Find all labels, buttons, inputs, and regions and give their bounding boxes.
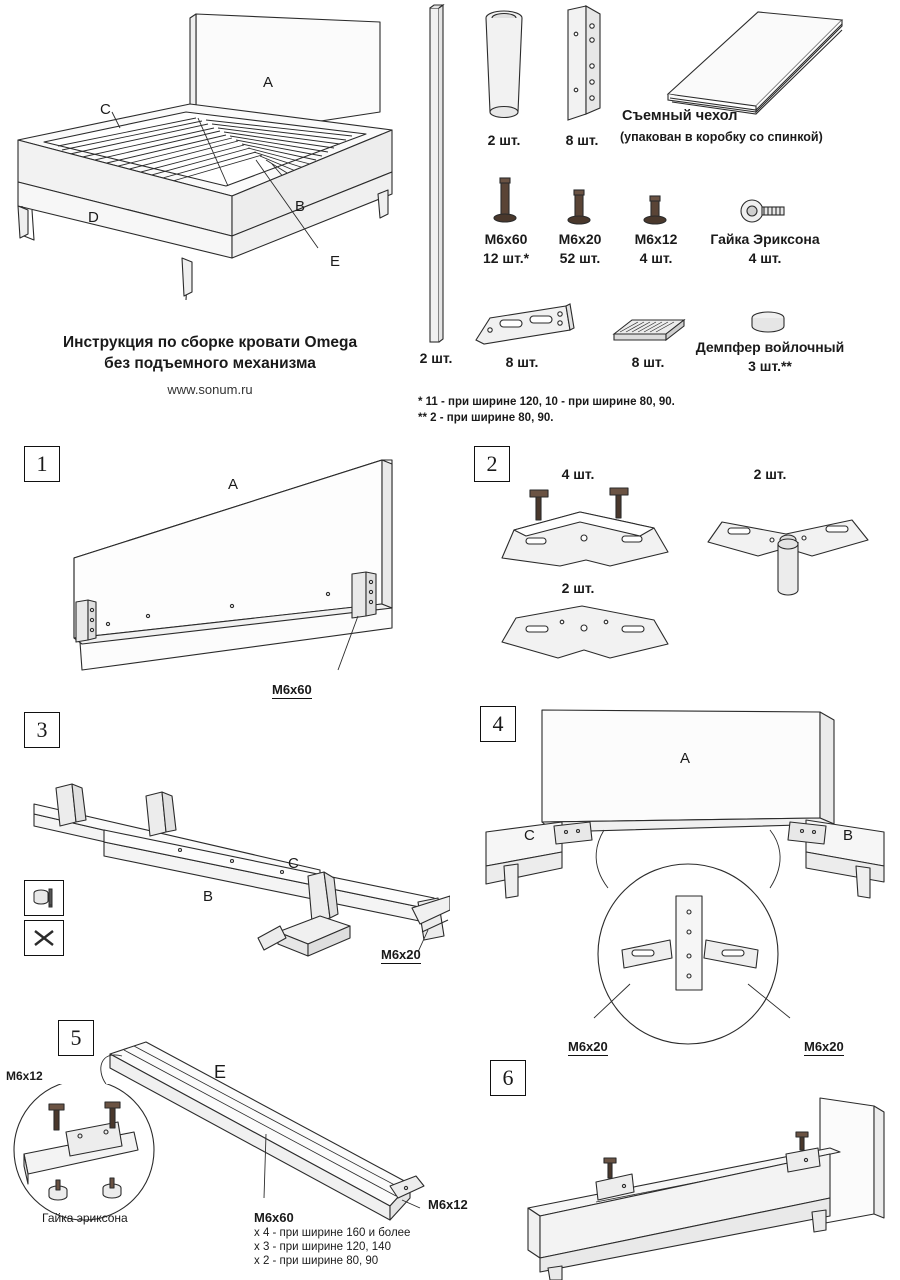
step-2-qty-top-left: 4 шт. (561, 466, 595, 482)
step-5-bolt-list (254, 1210, 410, 1267)
step-2-number: 2 (474, 446, 510, 482)
step-4-label-c: C (524, 827, 535, 844)
overview-label-d: D (88, 209, 99, 226)
step-5-bolt-list-title: М6х60 (254, 1210, 294, 1225)
step-4-number: 4 (480, 706, 516, 742)
step-2-illustration-c (490, 600, 680, 670)
step-1-number: 1 (24, 446, 60, 482)
part-erikson-nut-name: Гайка Эриксона (710, 231, 820, 247)
overview-illustration (0, 0, 420, 320)
step-1-illustration (52, 444, 432, 694)
step-5-bolt-right-label: М6х12 (428, 1197, 468, 1212)
step-4-bolt-label-left: М6х20 (568, 1039, 608, 1054)
step-5-detail-circle (6, 1084, 176, 1224)
document-url: www.sonum.ru (167, 382, 253, 397)
title-line-1: Инструкция по сборке кровати Omega (62, 334, 358, 351)
part-bolt-m6x60-qty: 12 шт.* (482, 250, 530, 266)
step-6-number: 6 (490, 1060, 526, 1096)
part-bracket-qty: 8 шт. (565, 132, 599, 148)
step-5-number: 5 (58, 1020, 94, 1056)
part-bolt-m6x20-name: М6х20 (558, 231, 602, 247)
step-2-illustration-b (700, 500, 880, 610)
step-3-bolt-label: М6х20 (381, 947, 421, 962)
overview-label-b: B (295, 198, 306, 215)
part-rail-qty: 2 шт. (419, 350, 453, 366)
step-2-illustration-a (490, 486, 680, 576)
title-line-2: без подъемного механизма (104, 354, 316, 372)
part-erikson-nut (736, 196, 788, 226)
overview-label-c: C (100, 101, 111, 118)
step-4-label-a: A (680, 750, 691, 767)
allen-key-icon-box (24, 880, 64, 916)
step-4-label-b: B (843, 827, 854, 844)
part-pad-qty: 8 шт. (631, 354, 665, 370)
step-5-bolt-list-item-1: x 4 - при ширине 160 и более (254, 1227, 411, 1239)
parts-footnote-1: * 11 - при ширине 120, 10 - при ширине 80, 90. (418, 396, 675, 408)
parts-footnote-2: ** 2 - при ширине 80, 90. (418, 412, 554, 424)
overview-label-e: E (330, 253, 341, 270)
part-bracket (556, 4, 608, 124)
part-angle-plate (470, 296, 580, 348)
step-5-bolt-top-label: М6х12 (6, 1069, 43, 1083)
part-bolt-m6x12 (638, 194, 672, 226)
part-cover-title: Съемный чехол (622, 108, 738, 124)
no-drill-icon-box (24, 920, 64, 956)
step-3-label-c: C (288, 855, 299, 872)
step-2-qty-bottom: 2 шт. (561, 580, 595, 596)
step-5-bolt-list-item-3: x 2 - при ширине 80, 90 (254, 1255, 379, 1267)
part-bolt-m6x20-qty: 52 шт. (559, 250, 601, 266)
part-erikson-nut-qty: 4 шт. (748, 250, 782, 266)
part-bolt-m6x60 (488, 176, 522, 224)
part-cover-subtitle: (упакован в коробку со спинкой) (620, 130, 823, 144)
part-felt-damper-qty: 3 шт.** (748, 358, 792, 374)
step-5-label-e: E (214, 1062, 227, 1082)
document-title (30, 333, 390, 375)
part-cylinder (474, 4, 534, 124)
part-rail (422, 4, 448, 348)
step-3-number: 3 (24, 712, 60, 748)
step-1-label-a: A (228, 476, 239, 493)
part-bolt-m6x12-name: М6х12 (634, 231, 678, 247)
part-felt-damper (744, 308, 792, 338)
step-1-bolt-label: М6х60 (272, 682, 312, 697)
part-pad (608, 314, 690, 346)
step-6-illustration (500, 1090, 890, 1280)
step-3-label-b: B (203, 888, 214, 905)
part-angle-plate-qty: 8 шт. (505, 354, 539, 370)
part-felt-damper-name: Демпфер войлочный (695, 339, 845, 355)
part-bolt-m6x20 (562, 188, 596, 226)
step-2-qty-top-right: 2 шт. (753, 466, 787, 482)
step-4-bolt-label-right: М6х20 (804, 1039, 844, 1054)
part-cover (660, 6, 850, 116)
step-5-bolt-list-item-2: x 3 - при ширине 120, 140 (254, 1241, 391, 1253)
overview-label-a: A (263, 74, 274, 91)
step-5-nut-label: Гайка эриксона (42, 1211, 128, 1225)
part-bolt-m6x60-name: М6х60 (484, 231, 528, 247)
part-cylinder-qty: 2 шт. (487, 132, 521, 148)
part-bolt-m6x12-qty: 4 шт. (639, 250, 673, 266)
